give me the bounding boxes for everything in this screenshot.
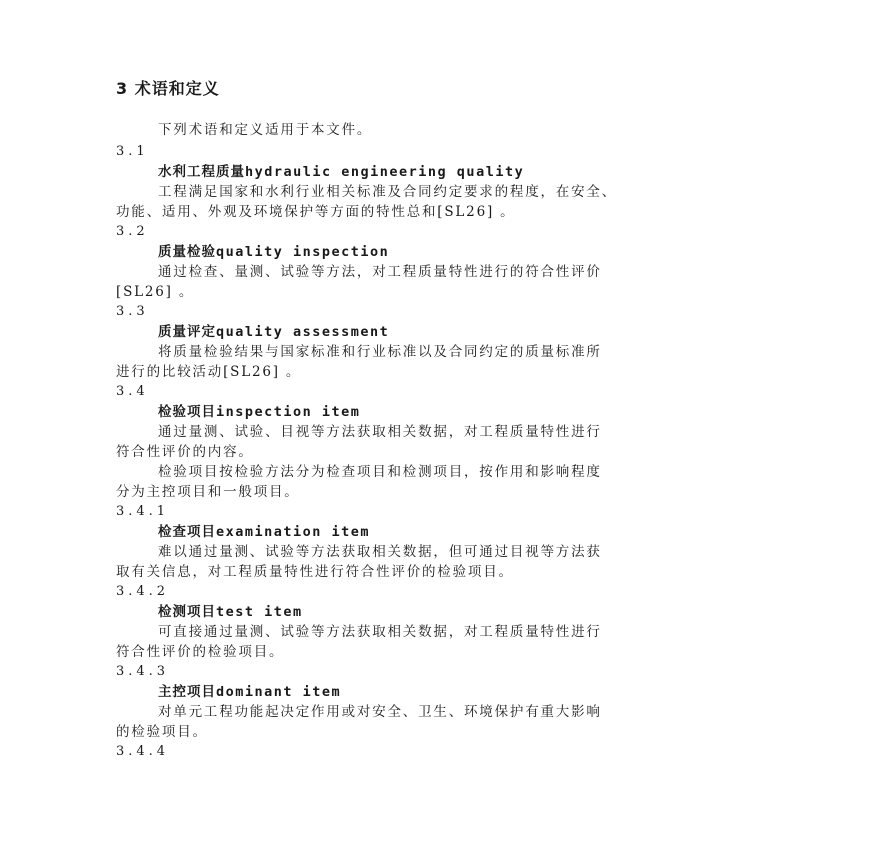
term-heading	[158, 523, 370, 541]
term-zh: 水利工程质量	[158, 164, 245, 180]
term-zh: 检测项目	[158, 604, 216, 620]
clause-number: 3.4.2	[116, 584, 170, 599]
definition-line: 检验项目按检验方法分为检查项目和检测项目，按作用和影响程度	[158, 464, 602, 480]
term-en: examination item	[216, 524, 371, 540]
clause-number: 3.3	[116, 304, 149, 319]
term-heading	[158, 323, 389, 341]
term-zh: 检查项目	[158, 524, 216, 540]
definition-line: 通过检查、量测、试验等方法，对工程质量特性进行的符合性评价	[158, 264, 602, 280]
clause-number: 3.4.3	[116, 664, 170, 679]
definition-line: 功能、适用、外观及环境保护等方面的特性总和[SL26] 。	[116, 204, 516, 220]
term-en: dominant item	[216, 684, 342, 700]
term-en: quality inspection	[216, 244, 390, 260]
section-title: 3 术语和定义	[116, 79, 220, 98]
definition-line: 将质量检验结果与国家标准和行业标准以及合同约定的质量标准所	[158, 344, 602, 360]
clause-number: 3.1	[116, 144, 149, 159]
intro-text: 下列术语和定义适用于本文件。	[158, 122, 373, 138]
definition-line: 进行的比较活动[SL26] 。	[116, 364, 302, 380]
definition-line: 的检验项目。	[116, 724, 208, 740]
term-en: hydraulic engineering quality	[245, 164, 525, 180]
term-zh: 主控项目	[158, 684, 216, 700]
definition-line: 工程满足国家和水利行业相关标准及合同约定要求的程度，在安全、	[158, 184, 617, 200]
clause-number: 3.2	[116, 224, 149, 239]
term-en: test item	[216, 604, 303, 620]
term-heading	[158, 403, 360, 421]
term-heading	[158, 243, 389, 261]
term-en: inspection item	[216, 404, 361, 420]
definition-line: 符合性评价的内容。	[116, 444, 254, 460]
clause-number: 3.4	[116, 384, 149, 399]
definition-line: 通过量测、试验、目视等方法获取相关数据，对工程质量特性进行	[158, 424, 602, 440]
term-zh: 质量检验	[158, 244, 216, 260]
definition-line: [SL26] 。	[116, 284, 195, 300]
definition-line: 符合性评价的检验项目。	[116, 644, 285, 660]
term-zh: 质量评定	[158, 324, 216, 340]
definition-line: 难以通过量测、试验等方法获取相关数据，但可通过目视等方法获	[158, 544, 602, 560]
clause-number: 3.4.4	[116, 744, 170, 759]
definition-line: 分为主控项目和一般项目。	[116, 484, 300, 500]
term-heading	[158, 683, 341, 701]
definition-line: 对单元工程功能起决定作用或对安全、卫生、环境保护有重大影响	[158, 704, 602, 720]
definition-line: 可直接通过量测、试验等方法获取相关数据，对工程质量特性进行	[158, 624, 602, 640]
term-heading	[158, 603, 303, 621]
term-zh: 检验项目	[158, 404, 216, 420]
definition-line: 取有关信息，对工程质量特性进行符合性评价的检验项目。	[116, 564, 514, 580]
term-en: quality assessment	[216, 324, 390, 340]
clause-number: 3.4.1	[116, 504, 170, 519]
term-heading	[158, 163, 524, 181]
